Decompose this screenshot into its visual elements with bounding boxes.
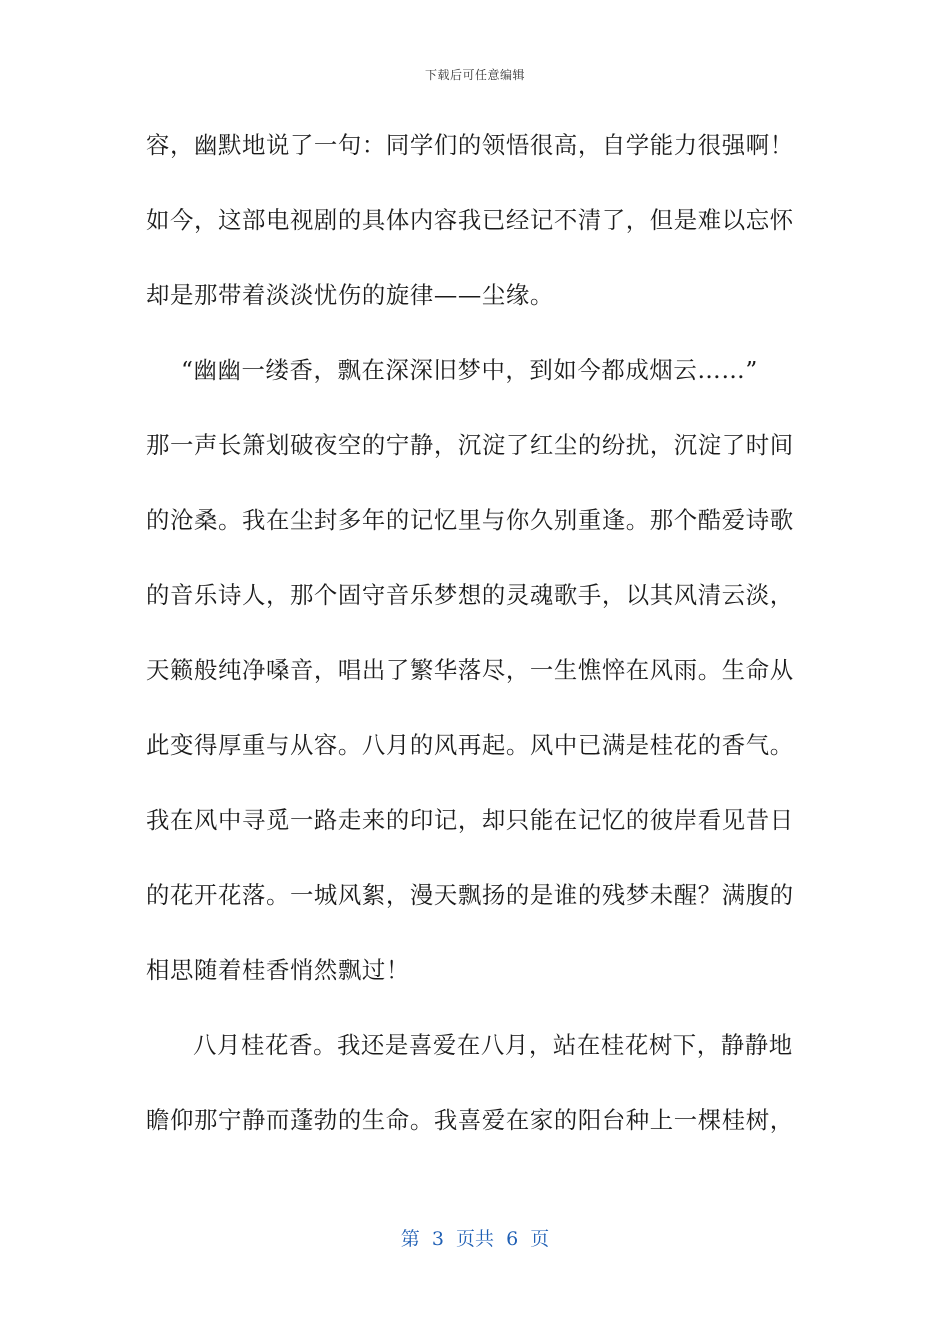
text-line: 容，幽默地说了一句：同学们的领悟很高，自学能力很强啊！ [146,131,794,159]
paragraph-start-line: 八月桂花香。我还是喜爱在八月，站在桂花树下，静静地 [193,1031,793,1059]
paragraph-start-line: “幽幽一缕香，飘在深深旧梦中，到如今都成烟云……” [181,356,758,384]
text-line: 如今，这部电视剧的具体内容我已经记不清了，但是难以忘怀 [146,206,794,234]
text-line: 的音乐诗人，那个固守音乐梦想的灵魂歌手，以其风清云淡， [146,581,794,609]
text-line: 我在风中寻觅一路走来的印记，却只能在记忆的彼岸看见昔日 [146,806,794,834]
page-header: 下载后可任意编辑 [424,68,525,82]
text-line: 此变得厚重与从容。八月的风再起。风中已满是桂花的香气。 [146,731,794,759]
text-line: 那一声长箫划破夜空的宁静，沉淀了红尘的纷扰，沉淀了时间 [146,431,794,459]
text-line: 瞻仰那宁静而蓬勃的生命。我喜爱在家的阳台种上一棵桂树， [146,1106,794,1134]
document-body [146,118,806,1168]
text-line: 却是那带着淡淡忧伤的旋律——尘缘。 [146,281,554,309]
text-line: 天籁般纯净嗓音，唱出了繁华落尽，一生憔悴在风雨。生命从 [146,656,794,684]
page-footer-page-number: 第 3 页共 6 页 [400,1228,550,1250]
text-line: 的花开花落。一城风絮，漫天飘扬的是谁的残梦未醒？满腹的 [146,881,794,909]
text-line: 相思随着桂香悄然飘过！ [146,956,410,984]
text-line: 的沧桑。我在尘封多年的记忆里与你久别重逢。那个酷爱诗歌 [146,506,794,534]
